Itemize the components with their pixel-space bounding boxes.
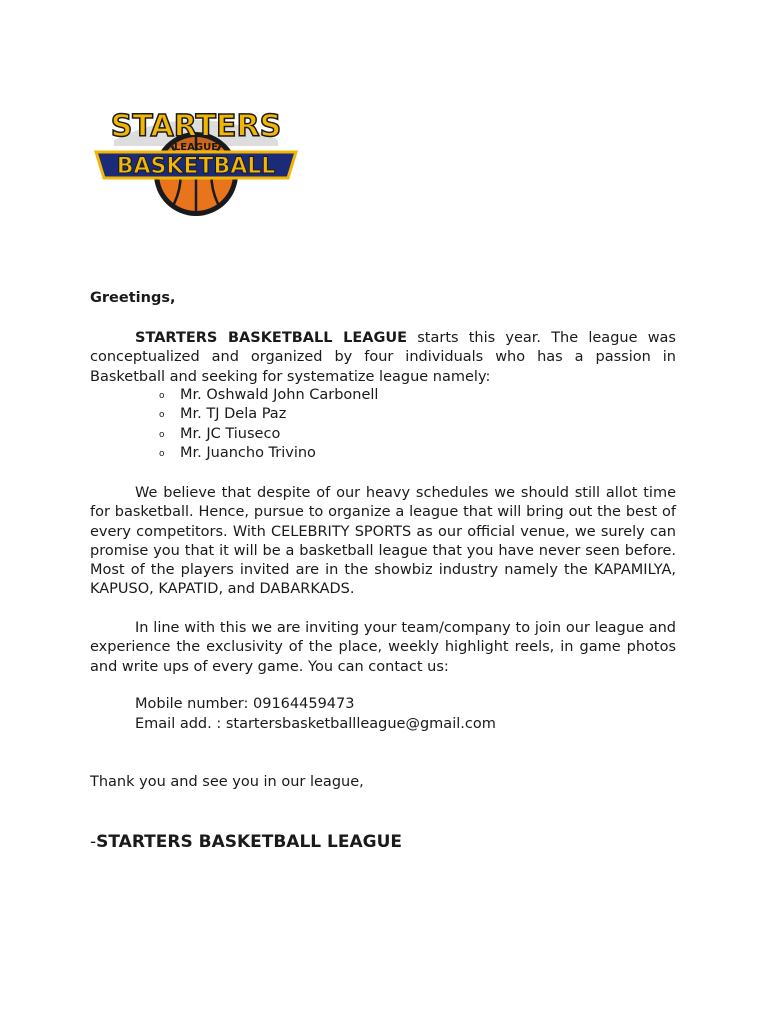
signature-org: STARTERS BASKETBALL LEAGUE	[96, 832, 403, 852]
contact-mobile: Mobile number: 09164459473	[135, 696, 355, 712]
league-logo-graphic	[92, 96, 300, 220]
bullet-icon: o	[159, 410, 165, 421]
organizer-name: Mr. Juancho Trivino	[180, 444, 316, 461]
bullet-icon: o	[159, 391, 165, 401]
signature	[90, 832, 402, 852]
intro-paragraph	[90, 329, 676, 387]
logo-text-starters: STARTERS	[110, 109, 282, 144]
greeting: Greetings,	[90, 290, 176, 306]
organizer-name: Mr. TJ Dela Paz	[180, 406, 287, 423]
signature-dash: -	[90, 832, 97, 852]
intro-text: starts this year. The league was conceptualized and organized by four individuals who has a passion in Basketball and seeking for systematize league namely:	[90, 330, 676, 385]
logo-text-league: LEAGUE	[173, 142, 219, 153]
league-name-bold: STARTERS BASKETBALL LEAGUE	[135, 330, 408, 346]
league-logo	[92, 96, 300, 220]
contact-email: Email add. : startersbasketballleague@gmail.com	[135, 716, 496, 732]
schedule-paragraph	[90, 484, 676, 600]
invitation-paragraph	[90, 619, 676, 677]
organizer-name: Mr. JC Tiuseco	[180, 425, 281, 442]
organizer-name: Mr. Oshwald John Carbonell	[180, 387, 379, 403]
schedule-text: We believe that despite of our heavy schedules we should still allot time for basketball. Hence, pursue to organize a league that will bring out the best of every competitors. With CELEBRITY SPORTS as our official venue, we surely can promise you that it will be a basketball league that you have never seen before. Most of the players invited are in the showbiz industry namely the KAPAMILYA, KAPUSO, KAPATID, and DABARKADS.	[90, 485, 676, 598]
closing-line: Thank you and see you in our league,	[90, 774, 364, 790]
logo-text-basketball: BASKETBALL	[116, 154, 276, 179]
bullet-icon: o	[159, 429, 165, 440]
invitation-text: In line with this we are inviting your team/company to join our league and experience the exclusivity of the place, weekly highlight reels, in game photos and write ups of every game. You can contact us:	[90, 620, 676, 675]
bullet-icon: o	[159, 448, 165, 459]
